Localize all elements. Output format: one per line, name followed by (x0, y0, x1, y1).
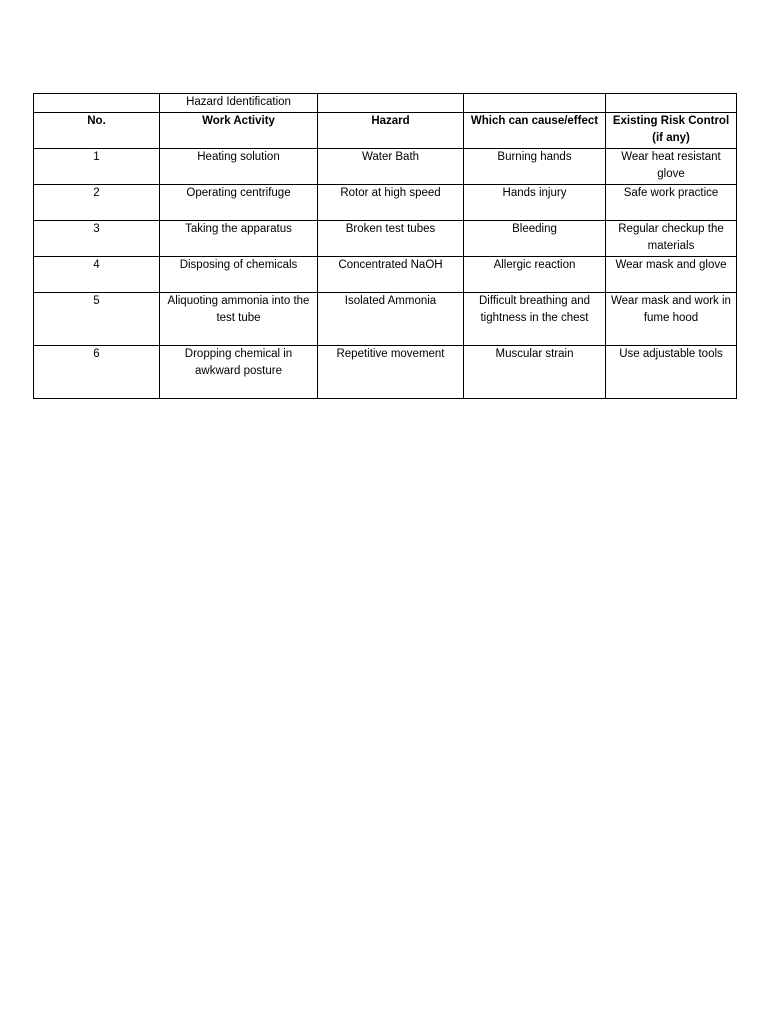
table-row (34, 345, 737, 398)
cell-no: 4 (34, 256, 160, 292)
cell-work-activity: Operating centrifuge (160, 184, 318, 220)
cell-no: 5 (34, 292, 160, 345)
header-no: No. (34, 112, 160, 148)
table-row (34, 256, 737, 292)
cell-no: 2 (34, 184, 160, 220)
cell-risk-control: Wear mask and glove (606, 256, 737, 292)
title-empty-cell-effect (464, 94, 606, 113)
cell-cause-effect: Muscular strain (464, 345, 606, 398)
cell-cause-effect: Allergic reaction (464, 256, 606, 292)
table-header-row (34, 112, 737, 148)
cell-hazard: Repetitive movement (318, 345, 464, 398)
cell-work-activity: Dropping chemical in awkward posture (160, 345, 318, 398)
cell-cause-effect: Hands injury (464, 184, 606, 220)
header-hazard: Hazard (318, 112, 464, 148)
title-empty-cell-no (34, 94, 160, 113)
title-empty-cell-hazard (318, 94, 464, 113)
cell-work-activity: Taking the apparatus (160, 220, 318, 256)
cell-risk-control: Wear heat resistant glove (606, 148, 737, 184)
cell-risk-control: Use adjustable tools (606, 345, 737, 398)
cell-work-activity: Disposing of chemicals (160, 256, 318, 292)
cell-risk-control: Safe work practice (606, 184, 737, 220)
cell-hazard: Broken test tubes (318, 220, 464, 256)
table-row (34, 220, 737, 256)
cell-work-activity: Aliquoting ammonia into the test tube (160, 292, 318, 345)
cell-cause-effect: Burning hands (464, 148, 606, 184)
title-empty-cell-control (606, 94, 737, 113)
header-work-activity: Work Activity (160, 112, 318, 148)
table-row (34, 184, 737, 220)
table-title: Hazard Identification (160, 94, 318, 113)
cell-risk-control: Regular checkup the materials (606, 220, 737, 256)
table-row (34, 292, 737, 345)
table-row (34, 148, 737, 184)
cell-hazard: Isolated Ammonia (318, 292, 464, 345)
hazard-identification-table (33, 93, 737, 399)
cell-risk-control: Wear mask and work in fume hood (606, 292, 737, 345)
cell-cause-effect: Difficult breathing and tightness in the chest (464, 292, 606, 345)
header-cause-effect: Which can cause/effect (464, 112, 606, 148)
cell-no: 6 (34, 345, 160, 398)
cell-no: 1 (34, 148, 160, 184)
header-risk-control: Existing Risk Control (if any) (606, 112, 737, 148)
cell-no: 3 (34, 220, 160, 256)
table-title-row (34, 94, 737, 113)
cell-cause-effect: Bleeding (464, 220, 606, 256)
cell-hazard: Water Bath (318, 148, 464, 184)
cell-hazard: Rotor at high speed (318, 184, 464, 220)
cell-hazard: Concentrated NaOH (318, 256, 464, 292)
cell-work-activity: Heating solution (160, 148, 318, 184)
